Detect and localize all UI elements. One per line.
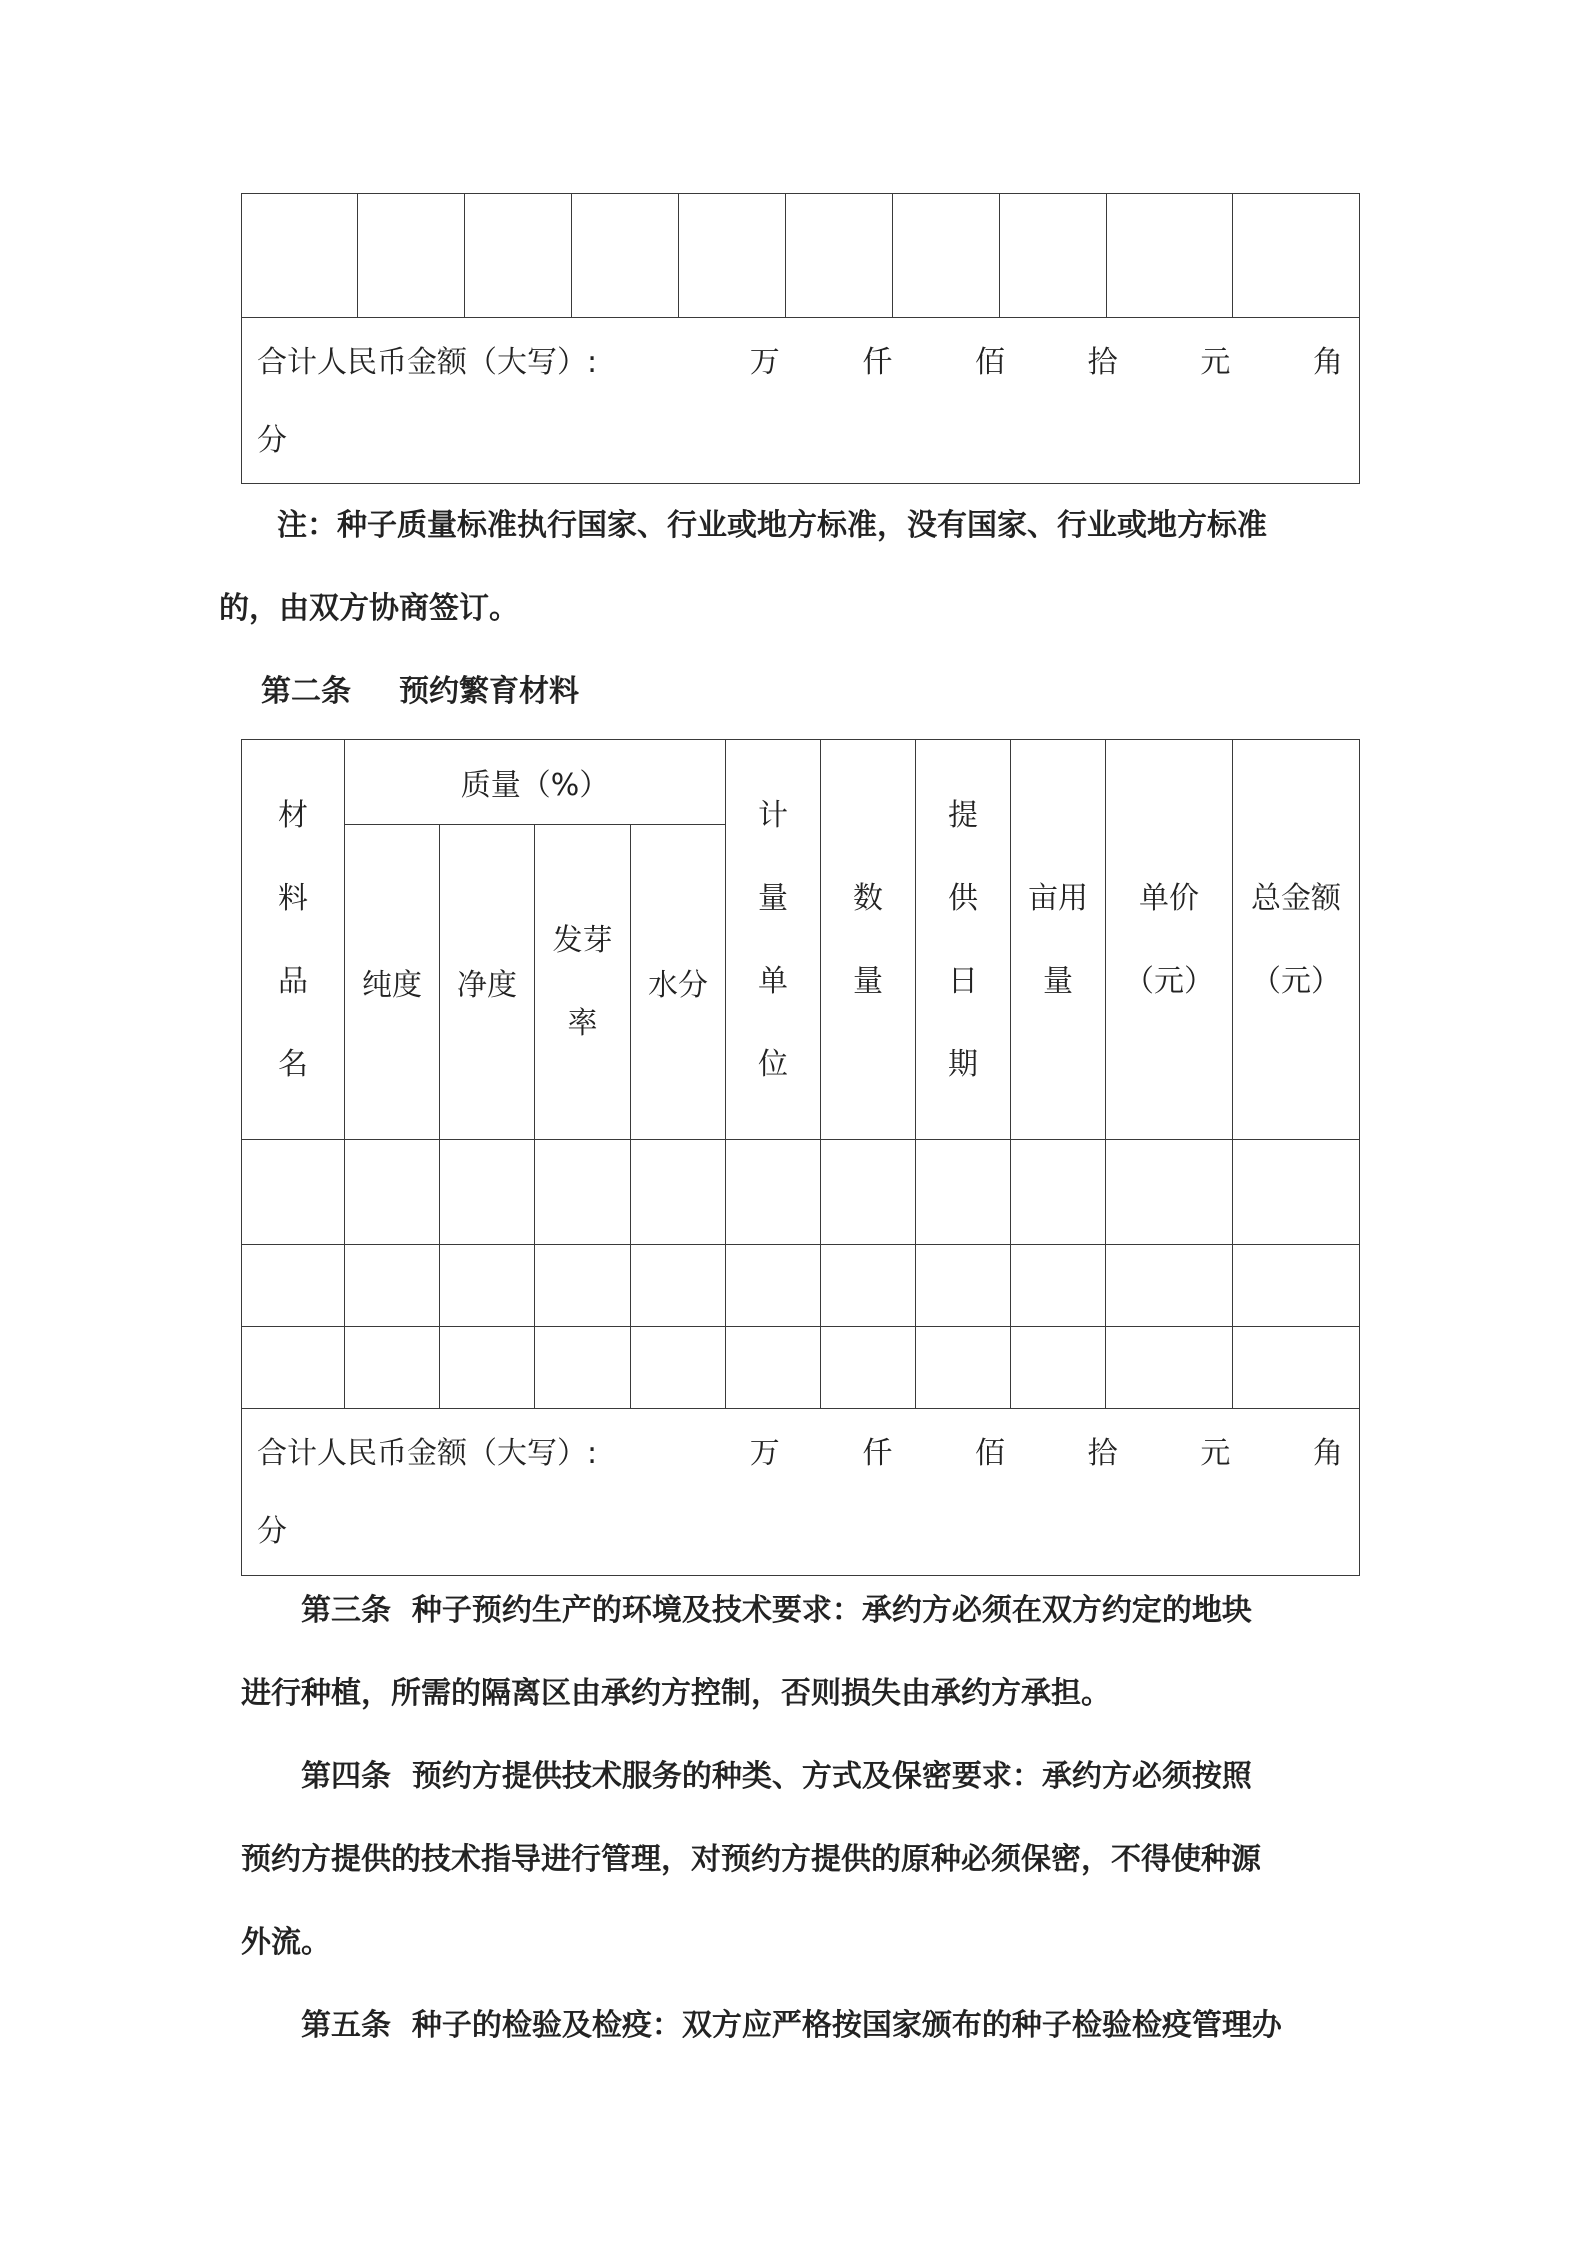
header-purity: 纯度 — [345, 825, 440, 1140]
header-cleanliness: 净度 — [440, 825, 535, 1140]
table-cell — [242, 1327, 345, 1409]
header-total-amount: 总金额 （元） — [1233, 740, 1360, 1140]
table-cell — [821, 1245, 916, 1327]
unit-qian: 仟 — [862, 1436, 893, 1471]
header-unit: 计 量 单 位 — [726, 740, 821, 1140]
seed-table-continued — [241, 193, 1360, 484]
table-cell — [1233, 1140, 1360, 1245]
table-cell — [440, 1245, 535, 1327]
table-cell — [242, 194, 358, 318]
unit-yuan: 元 — [1200, 1436, 1231, 1471]
table-row — [242, 194, 1360, 318]
article-2-title: 预约繁育材料 — [399, 674, 579, 709]
header-mu-usage: 亩用 量 — [1011, 740, 1106, 1140]
header-row-1 — [242, 740, 1360, 825]
table-cell — [1233, 1327, 1360, 1409]
article-2-heading — [261, 652, 579, 732]
total-row — [242, 1409, 1360, 1576]
table-cell — [631, 1140, 726, 1245]
header-unit-price: 单价 （元） — [1106, 740, 1233, 1140]
quality-note-cont — [219, 567, 1337, 650]
unit-shi: 拾 — [1087, 1436, 1118, 1471]
article-5 — [241, 1984, 1359, 2067]
unit-wan: 万 — [749, 1436, 780, 1471]
header-quality: 质量（%） — [345, 740, 726, 825]
table-cell — [465, 194, 572, 318]
table-cell — [345, 1245, 440, 1327]
article-2-label: 第二条 — [261, 674, 351, 709]
header-supply-date: 提 供 日 期 — [916, 740, 1011, 1140]
unit-fen: 分 — [257, 423, 287, 458]
table-cell — [440, 1140, 535, 1245]
table-cell — [726, 1245, 821, 1327]
total-amount-line — [242, 318, 1359, 400]
unit-fen: 分 — [257, 1514, 287, 1549]
table-cell — [440, 1327, 535, 1409]
table-cell — [1106, 1327, 1233, 1409]
table-cell — [1106, 1245, 1233, 1327]
table-cell — [358, 194, 465, 318]
header-material-name: 材 料 品 名 — [242, 740, 345, 1140]
table-cell — [1107, 194, 1233, 318]
unit-wan: 万 — [749, 345, 780, 380]
table-cell — [535, 1327, 631, 1409]
breeding-material-table — [241, 739, 1360, 1576]
note-line-2: 的，由双方协商签订。 — [219, 591, 519, 626]
unit-jiao: 角 — [1312, 345, 1343, 380]
article-3-text-2: 进行种植，所需的隔离区由承约方控制，否则损失由承约方承担。 — [241, 1676, 1111, 1711]
table-cell — [1000, 194, 1107, 318]
article-3-label: 第三条 — [301, 1593, 391, 1628]
total-amount-label: 合计人民币金额（大写）: — [257, 1436, 598, 1471]
table-cell — [1011, 1140, 1106, 1245]
table-row — [242, 1140, 1360, 1245]
total-amount-label: 合计人民币金额（大写）: — [257, 345, 598, 380]
table-cell — [679, 194, 786, 318]
table-cell — [893, 194, 1000, 318]
total-amount-cell — [242, 318, 1360, 484]
table-cell — [726, 1140, 821, 1245]
total-amount-cell — [242, 1409, 1360, 1576]
table-cell — [821, 1140, 916, 1245]
article-5-label: 第五条 — [301, 2008, 391, 2043]
header-quantity: 数 量 — [821, 740, 916, 1140]
table-cell — [1011, 1327, 1106, 1409]
table-cell — [345, 1140, 440, 1245]
table-cell — [786, 194, 893, 318]
table-cell — [345, 1327, 440, 1409]
table-row — [242, 1327, 1360, 1409]
article-4-text-1: 预约方提供技术服务的种类、方式及保密要求：承约方必须按照 — [411, 1759, 1252, 1794]
table-row — [242, 1245, 1360, 1327]
table-cell — [726, 1327, 821, 1409]
table-cell — [535, 1245, 631, 1327]
table-cell — [916, 1327, 1011, 1409]
table-cell — [242, 1245, 345, 1327]
unit-bai: 佰 — [975, 345, 1006, 380]
unit-jiao: 角 — [1312, 1436, 1343, 1471]
unit-yuan: 元 — [1200, 345, 1231, 380]
article-4-text-3: 外流。 — [241, 1925, 331, 1960]
unit-bai: 佰 — [975, 1436, 1006, 1471]
header-moisture: 水分 — [631, 825, 726, 1140]
article-3 — [241, 1569, 1359, 1735]
table-cell — [572, 194, 679, 318]
table-cell — [1011, 1245, 1106, 1327]
total-amount-line — [242, 1409, 1359, 1491]
quality-note — [241, 484, 1359, 567]
table-cell — [631, 1245, 726, 1327]
table-cell — [1106, 1140, 1233, 1245]
table-cell — [242, 1140, 345, 1245]
header-germination: 发芽 率 — [535, 825, 631, 1140]
article-4-text-2: 预约方提供的技术指导进行管理，对预约方提供的原种必须保密，不得使种源 — [241, 1842, 1261, 1877]
article-4-label: 第四条 — [301, 1759, 391, 1794]
table-cell — [916, 1140, 1011, 1245]
total-row — [242, 318, 1360, 484]
article-3-text-1: 种子预约生产的环境及技术要求：承约方必须在双方约定的地块 — [411, 1593, 1252, 1628]
unit-qian: 仟 — [862, 345, 893, 380]
table-cell — [535, 1140, 631, 1245]
table-cell — [1233, 1245, 1360, 1327]
note-line-1: 注：种子质量标准执行国家、行业或地方标准，没有国家、行业或地方标准 — [277, 508, 1267, 543]
table-cell — [821, 1327, 916, 1409]
article-5-text-1: 种子的检验及检疫：双方应严格按国家颁布的种子检验检疫管理办 — [411, 2008, 1282, 2043]
unit-shi: 拾 — [1087, 345, 1118, 380]
table-cell — [916, 1245, 1011, 1327]
table-cell — [631, 1327, 726, 1409]
article-4 — [241, 1735, 1359, 1984]
table-cell — [1233, 194, 1360, 318]
